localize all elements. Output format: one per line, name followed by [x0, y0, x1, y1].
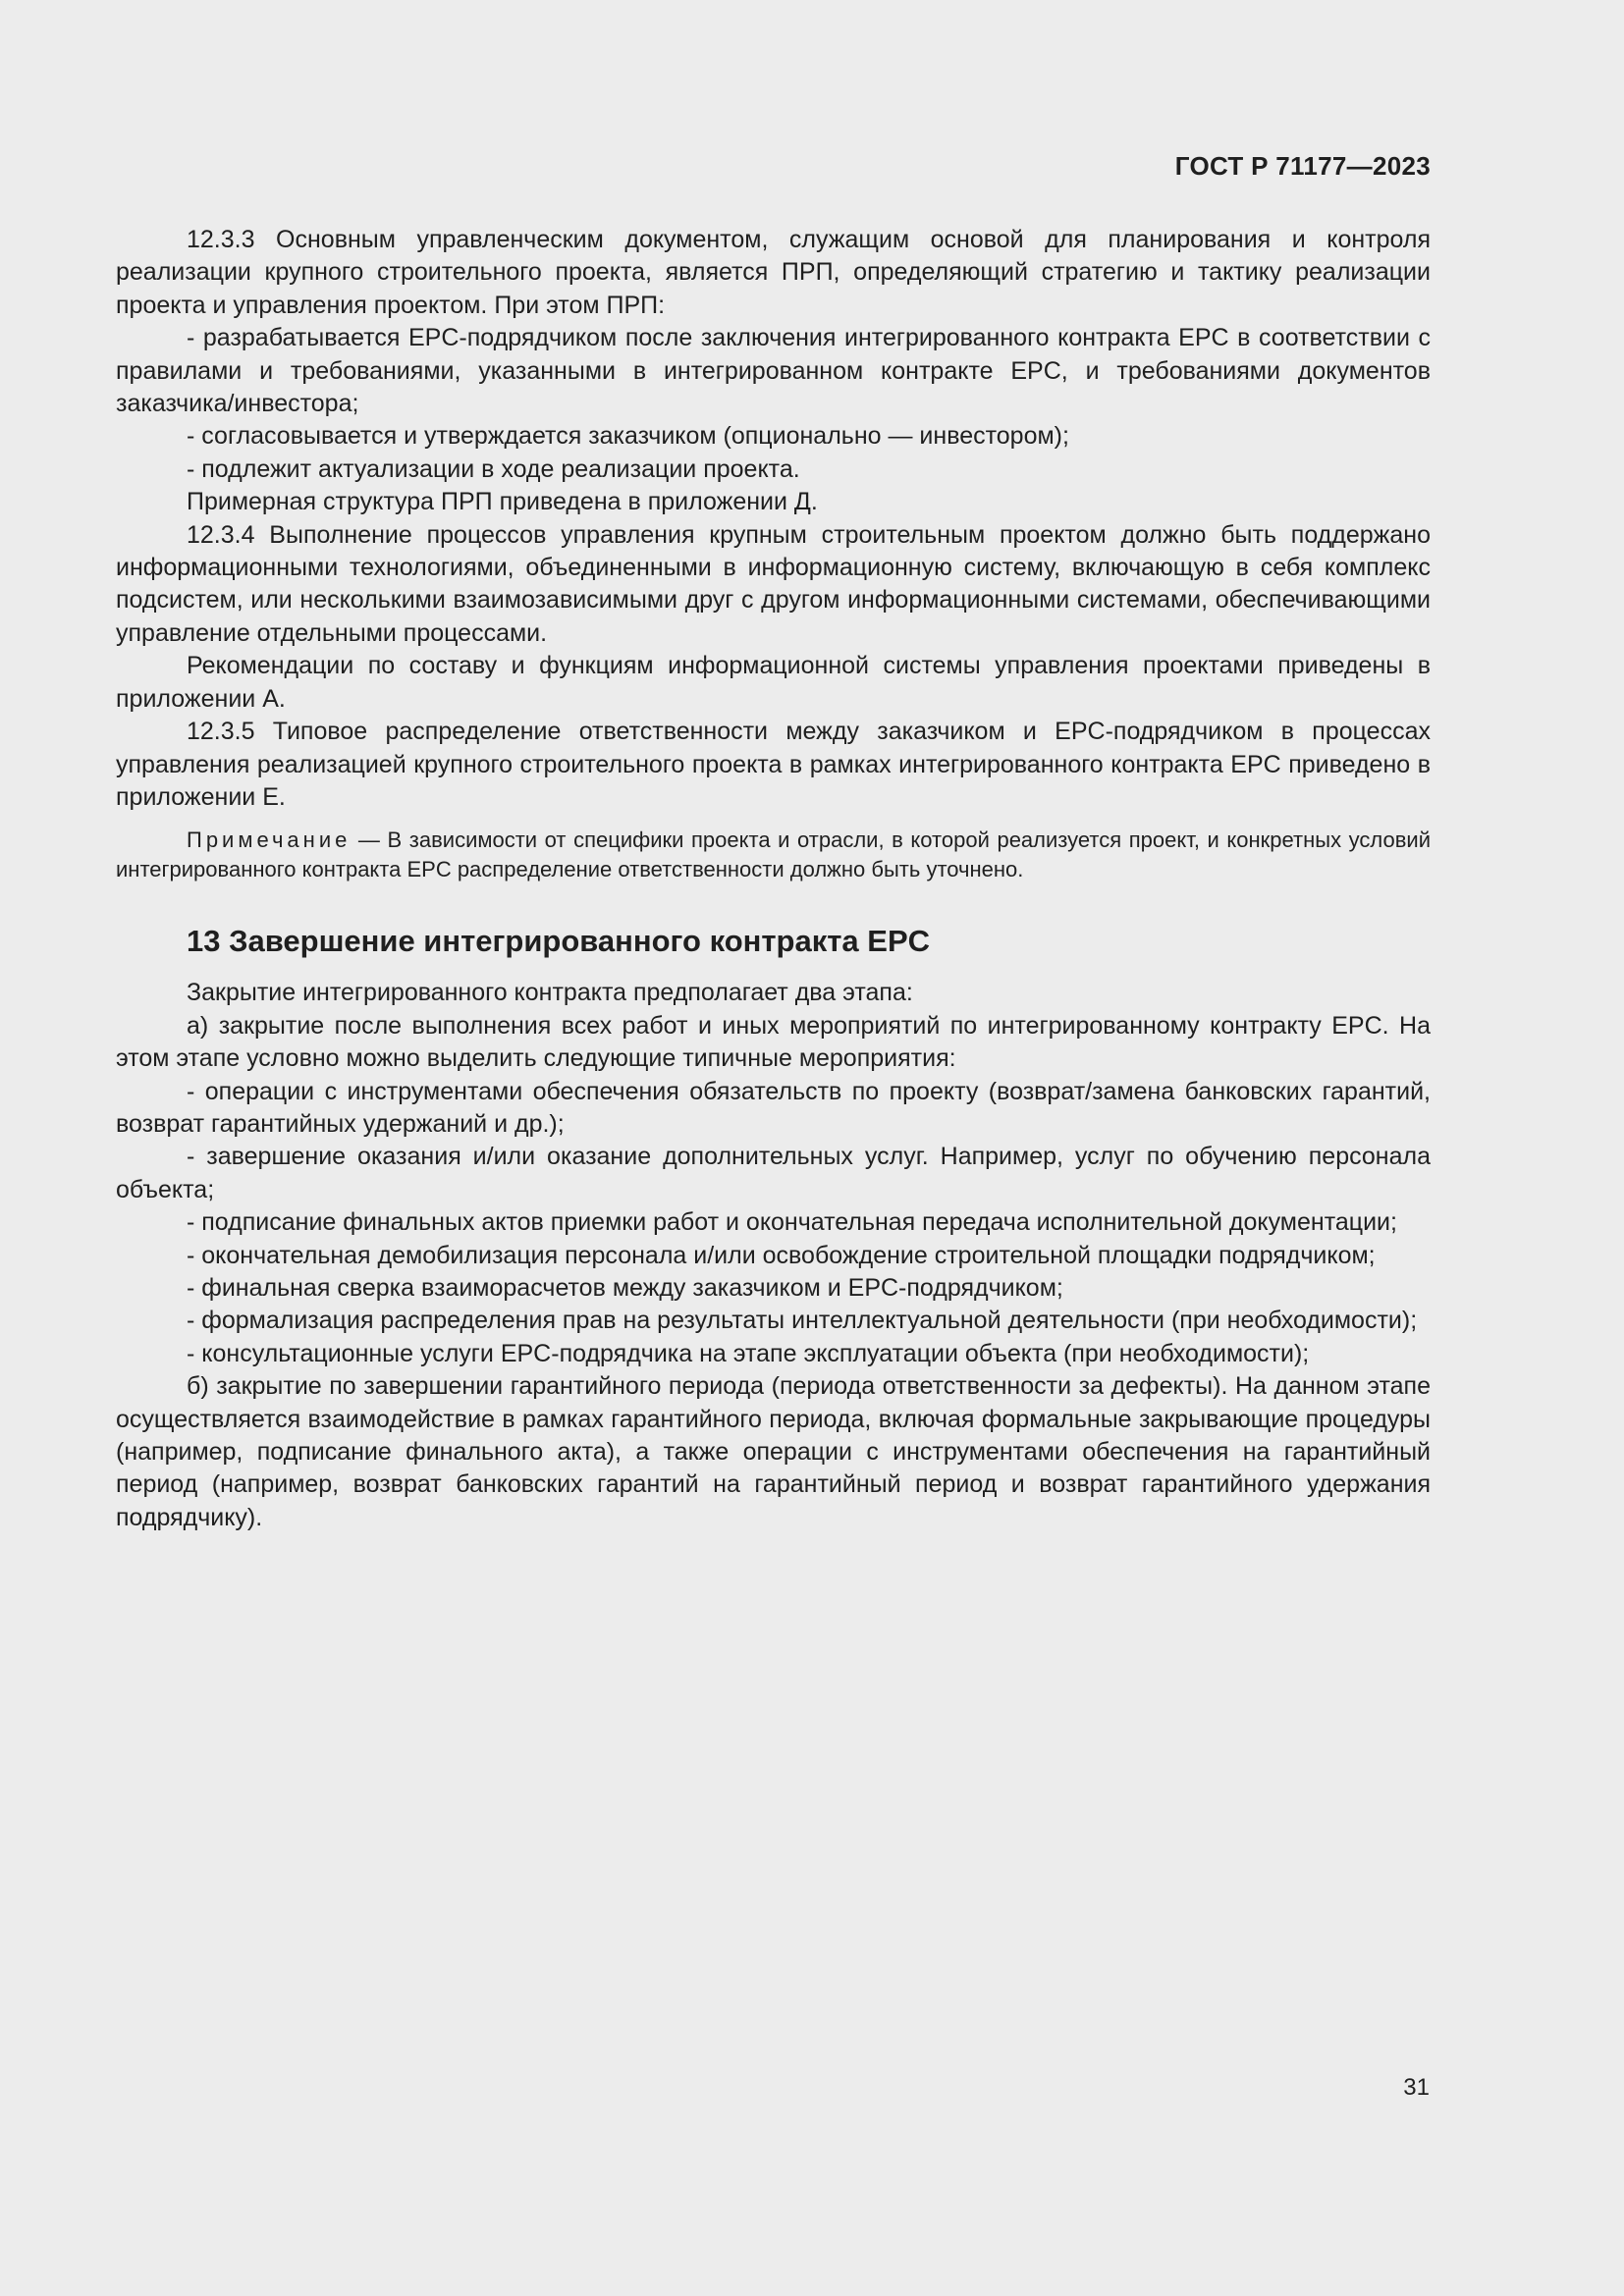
note-label: Примечание: [187, 828, 352, 853]
list-item: - консультационные услуги EPC-подрядчика на этапе эксплуатации объекта (при необходимости);: [187, 1339, 1310, 1367]
paragraph-recommendations: Рекомендации по составу и функциям информационной системы управления проектами приведены в приложении А.: [116, 652, 1431, 713]
list-item: - согласовывается и утверждается заказчиком (опционально — инвестором);: [187, 422, 1069, 451]
list-item: - завершение оказания и/или оказание дополнительных услуг. Например, услуг по обучению персонала объекта;: [116, 1143, 1431, 1203]
paragraph-appendix-d: Примерная структура ПРП приведена в приложении Д.: [187, 488, 818, 516]
paragraph-stage-b: б) закрытие по завершении гарантийного периода (периода ответственности за дефекты). На данном этапе осуществляется взаимодействие в рамках гарантийного периода, включая формальные закрывающие процедуры (например, подписание финального акта), а также операции с инструментами обеспечения на гарантийный период (например, возврат банковских гарантий на гарантийный период и возврат гарантийного удержания подрядчику).: [116, 1372, 1431, 1531]
standard-header: ГОСТ Р 71177—2023: [1174, 151, 1431, 181]
section-13-title: 13 Завершение интегрированного контракта EPC: [187, 924, 931, 959]
page-content: [116, 224, 1431, 1534]
list-item: - финальная сверка взаиморасчетов между заказчиком и EPC-подрядчиком;: [187, 1273, 1063, 1302]
list-item: - разрабатывается EPC-подрядчиком после заключения интегрированного контракта EPC в соответствии с правилами и требованиями, указанными в интегрированном контракте EPC, и требованиями документов заказчика/инвестора;: [116, 324, 1431, 418]
paragraph-12-3-5: 12.3.5 Типовое распределение ответственности между заказчиком и EPC-подрядчиком в процессах управления реализацией крупного строительного проекта в рамках интегрированного контракта EPC приведено в приложении Е.: [116, 718, 1431, 811]
paragraph-12-3-3: 12.3.3 Основным управленческим документом, служащим основой для планирования и контроля реализации крупного строительного проекта, является ПРП, определяющий стратегию и тактику реализации проекта и управления проектом. При этом ПРП:: [116, 226, 1431, 319]
note: [116, 826, 1431, 884]
list-item: - окончательная демобилизация персонала и/или освобождение строительной площадки подрядчиком;: [187, 1241, 1376, 1269]
note-text: — В зависимости от специфики проекта и отрасли, в которой реализуется проект, и конкретных условий интегрированного контракта EPC распределение ответственности должно быть уточнено.: [116, 828, 1431, 882]
list-item: - формализация распределения прав на результаты интеллектуальной деятельности (при необходимости);: [187, 1307, 1418, 1335]
list-item: - подлежит актуализации в ходе реализации проекта.: [187, 454, 800, 483]
page-number: 31: [1403, 2074, 1430, 2101]
paragraph-stage-a: а) закрытие после выполнения всех работ и иных мероприятий по интегрированному контракту EPC. На этом этапе условно можно выделить следующие типичные мероприятия:: [116, 1011, 1431, 1073]
list-item: - операции с инструментами обеспечения обязательств по проекту (возврат/замена банковских гарантий, возврат гарантийных удержаний и др.);: [116, 1077, 1431, 1138]
paragraph: Закрытие интегрированного контракта предполагает два этапа:: [187, 979, 913, 1007]
paragraph-12-3-4: 12.3.4 Выполнение процессов управления крупным строительным проектом должно быть поддержано информационными технологиями, объединенными в информационную систему, включающую в себя комплекс подсистем, или несколькими взаимозависимыми друг с другом информационными системами, обеспечивающими управление отдельными процессами.: [116, 520, 1431, 647]
list-item: - подписание финальных актов приемки работ и окончательная передача исполнительной документации;: [187, 1208, 1397, 1237]
